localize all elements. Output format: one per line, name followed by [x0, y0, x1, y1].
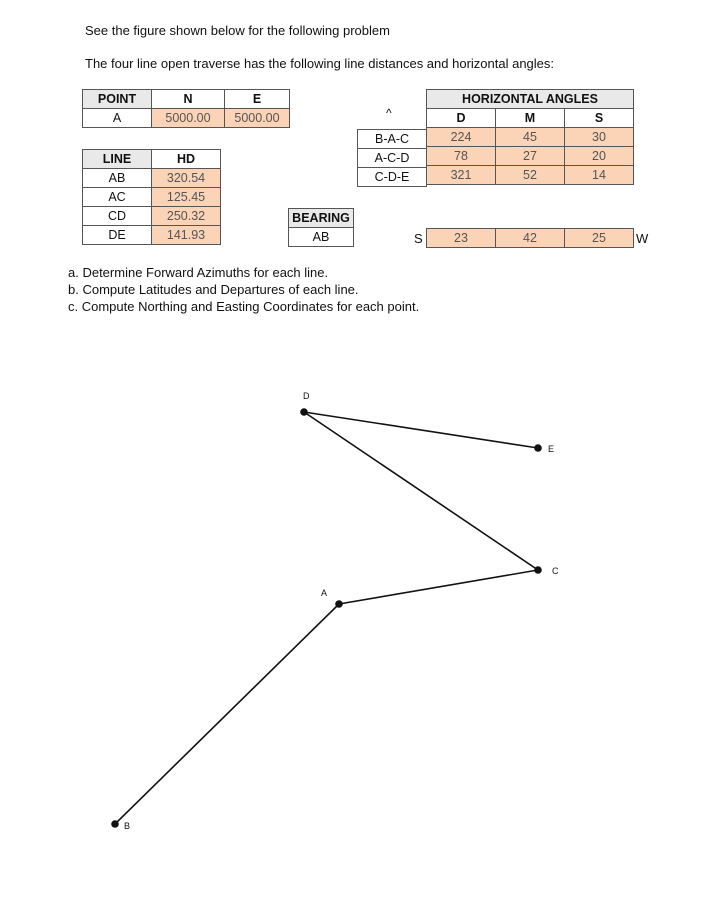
intro-text: See the figure shown below for the following problem [85, 23, 390, 38]
question-c: c. Compute Northing and Easting Coordinates for each point. [68, 299, 420, 314]
point-c-marker [534, 566, 542, 574]
bearing-degrees-cell: 23 [427, 229, 496, 248]
point-d-label: D [303, 391, 310, 401]
hd-value-cell: 250.32 [152, 207, 221, 226]
line-ac [339, 570, 538, 604]
bearing-header: BEARING [289, 209, 354, 228]
minutes-cell: 52 [496, 166, 565, 185]
easting-header: E [225, 90, 290, 109]
problem-statement: The four line open traverse has the following line distances and horizontal angles: [85, 56, 555, 71]
angle-caret-symbol: ^ [386, 106, 392, 120]
point-header: POINT [83, 90, 152, 109]
bearing-minutes-cell: 42 [496, 229, 565, 248]
point-e-label: E [548, 444, 555, 454]
easting-value-cell: 5000.00 [225, 109, 290, 128]
bearing-south-label: S [414, 231, 423, 246]
point-e-marker [534, 444, 542, 452]
seconds-cell: 14 [565, 166, 634, 185]
point-b-marker [111, 820, 119, 828]
hd-header: HD [152, 150, 221, 169]
angle-name-cell: C-D-E [358, 168, 427, 187]
seconds-header: S [565, 109, 634, 128]
degrees-header: D [427, 109, 496, 128]
question-b: b. Compute Latitudes and Departures of each line. [68, 282, 359, 297]
point-a-label: A [321, 588, 328, 598]
hd-value-cell: 125.45 [152, 188, 221, 207]
degrees-cell: 224 [427, 128, 496, 147]
bearing-west-label: W [636, 231, 649, 246]
point-c-label: C [552, 566, 559, 576]
line-cd [304, 412, 538, 570]
minutes-cell: 45 [496, 128, 565, 147]
degrees-cell: 78 [427, 147, 496, 166]
line-name-cell: AC [83, 188, 152, 207]
angle-name-cell: A-C-D [358, 149, 427, 168]
line-name-cell: DE [83, 226, 152, 245]
line-ab [115, 604, 339, 824]
degrees-cell: 321 [427, 166, 496, 185]
bearing-line-cell: AB [289, 228, 354, 247]
hd-value-cell: 141.93 [152, 226, 221, 245]
northing-header: N [152, 90, 225, 109]
horizontal-angles-title: HORIZONTAL ANGLES [427, 90, 634, 109]
question-a: a. Determine Forward Azimuths for each line. [68, 265, 329, 280]
line-de [304, 412, 538, 448]
line-name-cell: AB [83, 169, 152, 188]
point-b-label: B [124, 821, 131, 831]
line-header: LINE [83, 150, 152, 169]
northing-value-cell: 5000.00 [152, 109, 225, 128]
bearing-seconds-cell: 25 [565, 229, 634, 248]
minutes-cell: 27 [496, 147, 565, 166]
seconds-cell: 20 [565, 147, 634, 166]
point-name-cell: A [83, 109, 152, 128]
line-name-cell: CD [83, 207, 152, 226]
hd-value-cell: 320.54 [152, 169, 221, 188]
angle-name-cell: B-A-C [358, 130, 427, 149]
minutes-header: M [496, 109, 565, 128]
point-d-marker [300, 408, 308, 416]
seconds-cell: 30 [565, 128, 634, 147]
point-a-marker [335, 600, 343, 608]
